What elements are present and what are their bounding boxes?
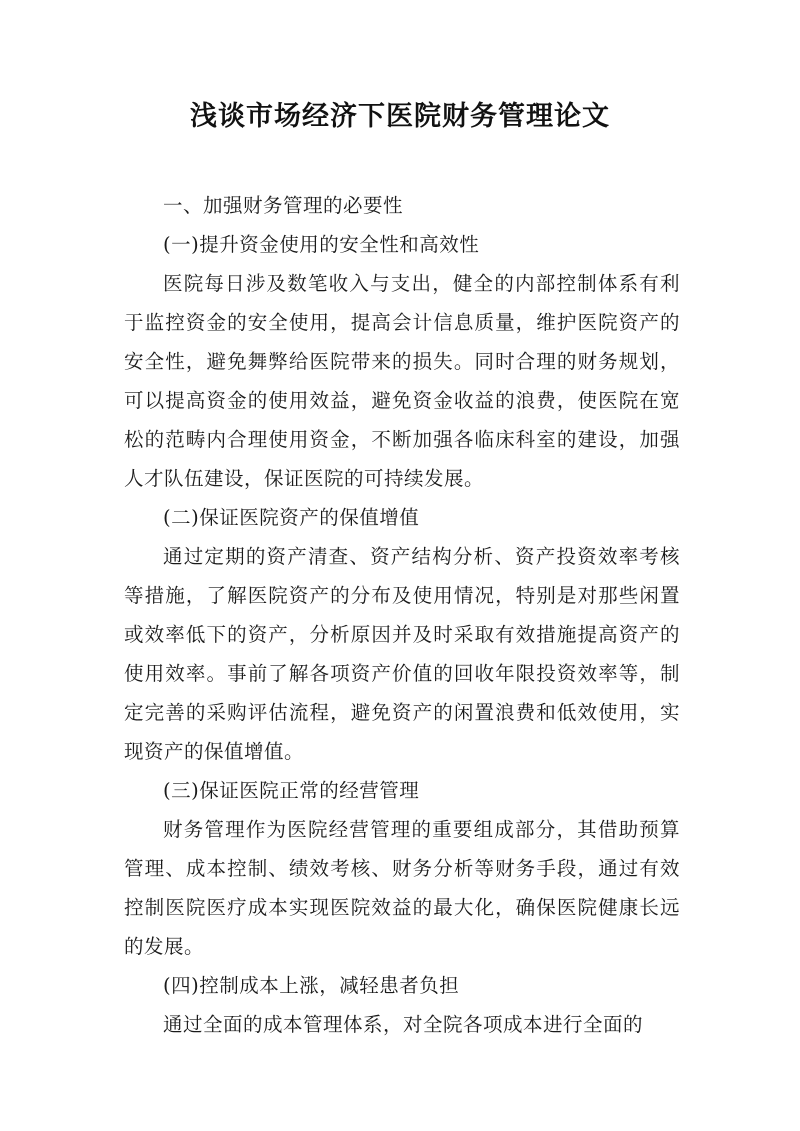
document-title: 浅谈市场经济下医院财务管理论文 — [190, 101, 610, 132]
body-paragraph-4: 通过全面的成本管理体系，对全院各项成本进行全面的 — [163, 1013, 644, 1036]
document-body — [124, 186, 680, 1044]
body-paragraph-1: 医院每日涉及数笔收入与支出，健全的内部控制体系有利于监控资金的安全使用，提高会计信息质量，维护医院资产的安全性，避免舞弊给医院带来的损失。同时合理的财务规划，可以提高资金的使用效益，避免资金收益的浪费，使医院在宽松的范畴内合理使用资金，不断加强各临床科室的建设，加强人才队伍建设，保证医院的可持续发展。 — [124, 272, 680, 490]
body-paragraph-3: 财务管理作为医院经营管理的重要组成部分，其借助预算管理、成本控制、绩效考核、财务分析等财务手段，通过有效控制医院医疗成本实现医院效益的最大化，确保医院健康长远的发展。 — [124, 818, 680, 958]
body-paragraph-2: 通过定期的资产清查、资产结构分析、资产投资效率考核等措施，了解医院资产的分布及使用情况，特别是对那些闲置或效率低下的资产，分析原因并及时采取有效措施提高资产的使用效率。事前了解各项资产价值的回收年限投资效率等，制定完善的采购评估流程，避免资产的闲置浪费和低效使用，实现资产的保值增值。 — [124, 545, 680, 763]
section-heading-1: 一、加强财务管理的必要性 — [163, 194, 404, 217]
subsection-heading-1: (一)提升资金使用的安全性和高效性 — [163, 233, 480, 256]
subsection-heading-4: (四)控制成本上涨，减轻患者负担 — [163, 974, 460, 997]
subsection-heading-3: (三)保证医院正常的经营管理 — [163, 779, 420, 802]
subsection-heading-2: (二)保证医院资产的保值增值 — [163, 506, 420, 529]
